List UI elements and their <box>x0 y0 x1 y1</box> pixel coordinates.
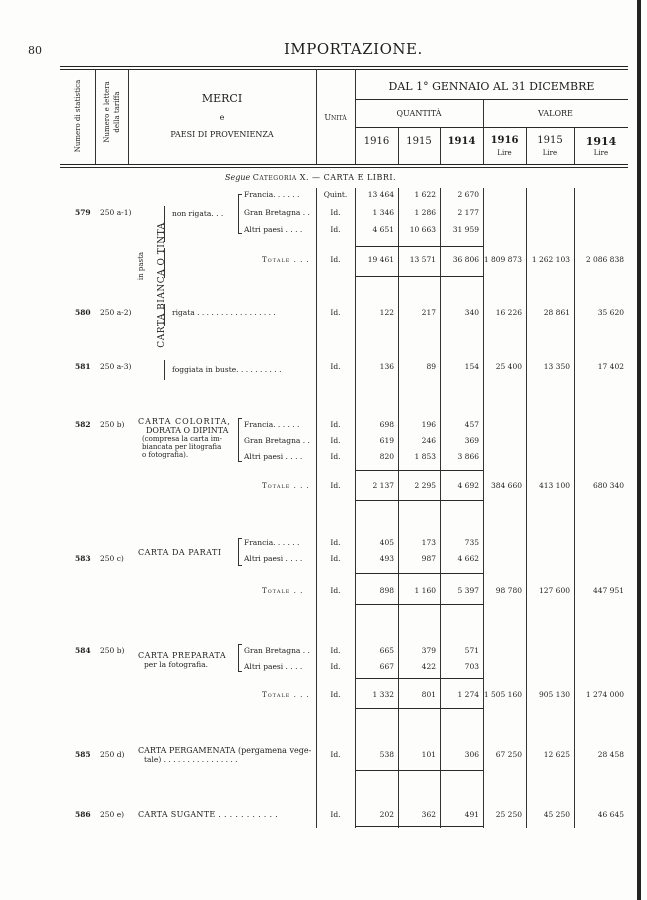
row-unit: Quint. <box>323 190 348 199</box>
label-non-rigata: non rigata. . . <box>172 209 224 218</box>
valore-header: VALORE <box>538 109 573 118</box>
col-merci-header: MERCI <box>201 92 243 105</box>
row-quantity-1916: 136 <box>379 362 394 371</box>
row-stat-number: 584 <box>75 646 91 655</box>
group-in-pasta: in pasta <box>137 251 145 281</box>
brace-583 <box>238 538 242 566</box>
row-tariff-code: 250 b) <box>100 646 125 655</box>
row-quantity-1915: 13 571 <box>409 255 436 264</box>
row-unit: Id. <box>330 225 341 234</box>
col-tariffa-header-2: della tariffa <box>113 91 121 133</box>
row-quantity-1916: 820 <box>379 452 394 461</box>
row-quantity-1916: 122 <box>379 308 394 317</box>
col-merci-e: e <box>219 113 225 122</box>
row-unit: Id. <box>330 420 341 429</box>
label-colorita-3: (compresa la carta im- <box>142 435 222 443</box>
row-quantity-1914: 5 397 <box>457 586 479 595</box>
label-foggiata: foggiata in buste. . . . . . . . . . <box>172 365 282 374</box>
row-quantity-1915: 801 <box>421 690 436 699</box>
label-sugante: CARTA SUGANTE . . . . . . . . . . . <box>138 810 279 819</box>
row-unit: Id. <box>330 436 341 445</box>
label-colorita-5: o fotografia). <box>142 451 189 459</box>
label-rigata: rigata . . . . . . . . . . . . . . . . . <box>172 308 276 317</box>
row-tariff-code: 250 e) <box>100 810 125 819</box>
row-tariff-code: 250 b) <box>100 420 125 429</box>
row-value-1915: 413 100 <box>538 481 570 490</box>
row-total-label: Totale . . . <box>262 256 310 264</box>
row-value-1916: 16 226 <box>495 308 522 317</box>
row-unit: Id. <box>330 810 341 819</box>
row-quantity-1916: 202 <box>379 810 394 819</box>
row-country-label: Altri paesi . . . . <box>244 554 303 563</box>
row-stat-number: 581 <box>75 362 91 371</box>
row-stat-number: 582 <box>75 420 91 429</box>
row-quantity-1914: 571 <box>464 646 479 655</box>
row-unit: Id. <box>330 554 341 563</box>
row-value-1915: 905 130 <box>538 690 570 699</box>
row-value-1914: 17 402 <box>597 362 624 371</box>
row-unit: Id. <box>330 208 341 217</box>
row-stat-number: 585 <box>75 750 91 759</box>
row-unit: Id. <box>330 690 341 699</box>
row-value-1914: 680 340 <box>592 481 624 490</box>
row-quantity-1914: 735 <box>464 538 479 547</box>
year-q-1916: 1916 <box>363 136 390 147</box>
row-quantity-1915: 89 <box>426 362 436 371</box>
row-country-label: Altri paesi . . . . <box>244 662 303 671</box>
row-quantity-1916: 538 <box>379 750 394 759</box>
row-unit: Id. <box>330 538 341 547</box>
page-number: 80 <box>28 44 42 57</box>
row-stat-number: 579 <box>75 208 91 217</box>
label-pergamenata-1: CARTA PERGAMENATA (pergamena vege- <box>138 746 312 755</box>
brace-579 <box>238 194 242 234</box>
year-q-1914: 1914 <box>447 136 476 147</box>
row-value-1915: 1 262 103 <box>531 255 570 264</box>
label-preparata-1: CARTA PREPARATA <box>138 651 227 660</box>
row-quantity-1914: 3 866 <box>457 452 479 461</box>
row-quantity-1916: 19 461 <box>367 255 394 264</box>
row-quantity-1916: 13 464 <box>367 190 394 199</box>
row-unit: Id. <box>330 662 341 671</box>
row-quantity-1914: 491 <box>464 810 479 819</box>
row-quantity-1915: 1 853 <box>414 452 436 461</box>
row-stat-number: 583 <box>75 554 91 563</box>
category-line <box>225 173 396 182</box>
row-unit: Id. <box>330 481 341 490</box>
row-stat-number: 580 <box>75 308 91 317</box>
year-v-1915: 1915 <box>537 135 563 146</box>
row-quantity-1915: 2 295 <box>414 481 436 490</box>
brace-582 <box>238 418 242 462</box>
row-quantity-1914: 369 <box>464 436 479 445</box>
label-pergamenata-2: tale) . . . . . . . . . . . . . . . . <box>144 755 238 764</box>
row-quantity-1915: 10 663 <box>409 225 436 234</box>
row-unit: Id. <box>330 308 341 317</box>
row-quantity-1916: 1 332 <box>372 690 394 699</box>
row-country-label: Gran Bretagna . . <box>244 208 310 217</box>
lire-v-1915: Lire <box>542 149 558 157</box>
row-quantity-1915: 173 <box>421 538 436 547</box>
row-unit: Id. <box>330 750 341 759</box>
page-title: IMPORTAZIONE. <box>284 40 423 58</box>
page-edge-bar <box>637 0 641 900</box>
brace-584 <box>238 644 242 672</box>
row-quantity-1915: 1 160 <box>414 586 436 595</box>
row-quantity-1916: 405 <box>379 538 394 547</box>
row-quantity-1914: 31 959 <box>452 225 479 234</box>
row-value-1916: 67 250 <box>495 750 522 759</box>
row-country-label: Altri paesi . . . . <box>244 225 303 234</box>
row-value-1914: 46 645 <box>597 810 624 819</box>
row-country-label: Gran Bretagna . . <box>244 646 310 655</box>
row-quantity-1916: 898 <box>379 586 394 595</box>
row-quantity-1916: 493 <box>379 554 394 563</box>
quantita-header: QUANTITÀ <box>396 109 442 118</box>
year-v-1916: 1916 <box>490 135 519 146</box>
year-v-1914: 1914 <box>585 135 617 148</box>
row-quantity-1915: 987 <box>421 554 436 563</box>
row-quantity-1914: 703 <box>464 662 479 671</box>
row-value-1916: 25 400 <box>495 362 522 371</box>
row-tariff-code: 250 d) <box>100 750 125 759</box>
row-quantity-1916: 4 651 <box>372 225 394 234</box>
row-value-1915: 12 625 <box>543 750 570 759</box>
row-value-1916: 1 809 873 <box>483 255 522 264</box>
row-quantity-1916: 698 <box>379 420 394 429</box>
group-carta-bianca: CARTA BIANCA O TINTA <box>157 222 167 348</box>
row-quantity-1916: 2 137 <box>372 481 394 490</box>
row-value-1916: 98 780 <box>495 586 522 595</box>
row-value-1915: 28 861 <box>543 308 570 317</box>
row-tariff-code: 250 a-3) <box>100 362 132 371</box>
row-country-label: Altri paesi . . . . <box>244 452 303 461</box>
label-parati: CARTA DA PARATI <box>138 548 222 557</box>
row-value-1916: 384 660 <box>490 481 522 490</box>
lire-v-1914: Lire <box>593 149 609 157</box>
row-quantity-1915: 422 <box>421 662 436 671</box>
col-paesi-header: PAESI DI PROVENIENZA <box>170 130 274 139</box>
row-quantity-1915: 246 <box>421 436 436 445</box>
row-quantity-1916: 667 <box>379 662 394 671</box>
row-quantity-1915: 101 <box>421 750 436 759</box>
row-value-1915: 13 350 <box>543 362 570 371</box>
row-quantity-1916: 619 <box>379 436 394 445</box>
row-quantity-1914: 1 274 <box>457 690 479 699</box>
period-header: DAL 1° GENNAIO AL 31 DICEMBRE <box>388 80 595 93</box>
label-preparata-2: per la fotografia. <box>144 660 208 669</box>
row-unit: Id. <box>330 362 341 371</box>
row-tariff-code: 250 c) <box>100 554 124 563</box>
row-quantity-1914: 154 <box>464 362 479 371</box>
col-unita-header: Unità <box>324 113 347 122</box>
row-value-1915: 45 250 <box>543 810 570 819</box>
row-quantity-1914: 4 692 <box>457 481 479 490</box>
row-quantity-1915: 362 <box>421 810 436 819</box>
row-quantity-1914: 457 <box>464 420 479 429</box>
row-unit: Id. <box>330 646 341 655</box>
row-unit: Id. <box>330 255 341 264</box>
row-value-1914: 35 620 <box>597 308 624 317</box>
row-total-label: Totale . . . <box>262 691 310 699</box>
label-colorita-2: DORATA O DIPINTA <box>146 426 229 435</box>
col-tariffa-header-1: Numero e lettera <box>103 81 111 143</box>
row-country-label: Francia. . . . . . <box>244 420 300 429</box>
row-quantity-1914: 2 177 <box>457 208 479 217</box>
row-total-label: Totale . . <box>262 587 304 595</box>
row-quantity-1916: 1 346 <box>372 208 394 217</box>
row-value-1916: 1 505 160 <box>483 690 522 699</box>
category-prefix: Segue <box>225 173 251 182</box>
row-quantity-1915: 1 286 <box>414 208 436 217</box>
row-country-label: Gran Bretagna . . <box>244 436 310 445</box>
row-unit: Id. <box>330 586 341 595</box>
row-value-1914: 28 458 <box>597 750 624 759</box>
row-total-label: Totale . . . <box>262 482 310 490</box>
row-value-1914: 447 951 <box>592 586 624 595</box>
label-colorita-4: biancata per litografia <box>142 443 222 451</box>
row-tariff-code: 250 a-1) <box>100 208 132 217</box>
row-quantity-1914: 36 806 <box>452 255 479 264</box>
lire-v-1916: Lire <box>497 149 512 157</box>
row-value-1915: 127 600 <box>538 586 570 595</box>
row-quantity-1914: 340 <box>464 308 479 317</box>
row-quantity-1916: 665 <box>379 646 394 655</box>
category-label: Categoria X. — CARTA E LIBRI. <box>252 173 397 182</box>
row-quantity-1914: 4 662 <box>457 554 479 563</box>
row-quantity-1915: 1 622 <box>414 190 436 199</box>
label-colorita-1: CARTA COLORITA, <box>138 417 231 426</box>
row-stat-number: 586 <box>75 810 91 819</box>
row-country-label: Francia. . . . . . <box>244 190 300 199</box>
row-quantity-1915: 379 <box>421 646 436 655</box>
row-quantity-1915: 217 <box>421 308 436 317</box>
row-tariff-code: 250 a-2) <box>100 308 132 317</box>
col-statistica-header: Numero di statistica <box>74 79 82 153</box>
row-value-1914: 1 274 000 <box>585 690 624 699</box>
row-quantity-1914: 2 670 <box>457 190 479 199</box>
year-q-1915: 1915 <box>406 136 432 147</box>
row-country-label: Francia. . . . . . <box>244 538 300 547</box>
row-quantity-1915: 196 <box>421 420 436 429</box>
row-quantity-1914: 306 <box>464 750 479 759</box>
row-value-1916: 25 250 <box>495 810 522 819</box>
row-value-1914: 2 086 838 <box>585 255 624 264</box>
row-unit: Id. <box>330 452 341 461</box>
